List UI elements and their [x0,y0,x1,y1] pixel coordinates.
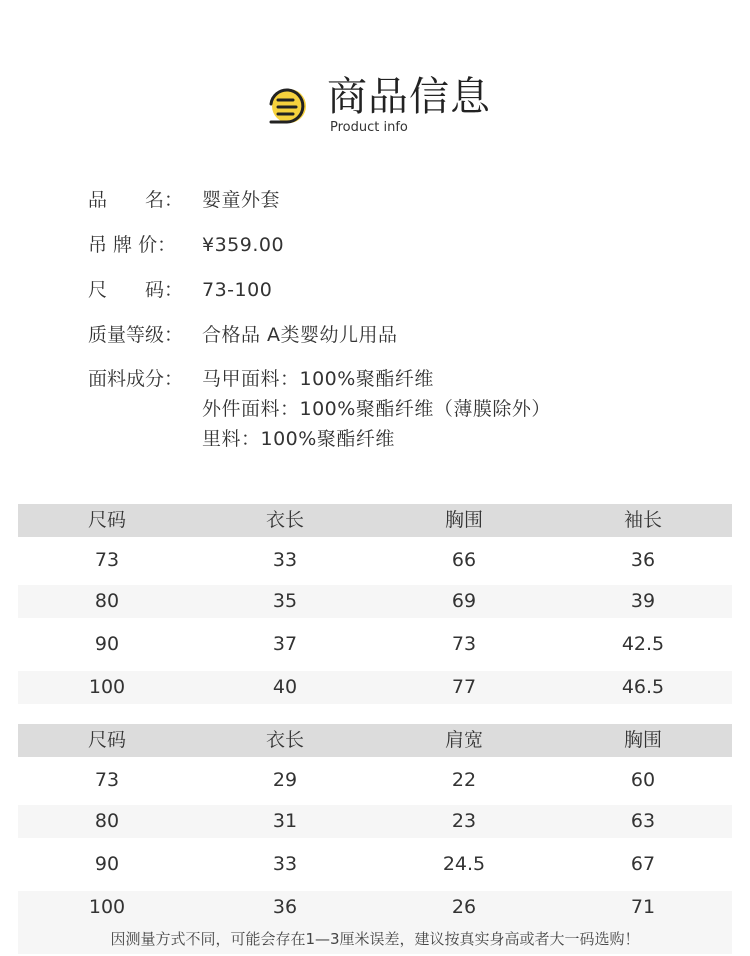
table-header-row [18,504,732,537]
measurement-note: 因测量方式不同，可能会存在1—3厘米误差，建议按真实身高或者大一码选购！ [18,924,732,954]
info-value: ¥359.00 [202,234,285,256]
info-label: 吊 牌 价： [88,234,177,256]
document-lines-icon [263,84,311,132]
section-header [263,74,503,140]
info-value: 合格品 A类婴幼儿用品 [202,324,398,346]
table-header-row [18,724,732,757]
table-row [18,848,732,881]
table-header-cell: 衣长 [265,509,304,531]
table-cell: 60 [630,769,656,791]
table-row [18,764,732,797]
table-header-cell: 尺码 [87,509,126,531]
table-cell: 69 [451,590,477,612]
table-cell: 80 [94,810,120,832]
table-cell: 73 [94,769,120,791]
table-cell: 36 [630,549,656,571]
table-cell: 100 [88,896,126,918]
table-cell: 33 [272,853,298,875]
table-header-cell: 衣长 [265,729,304,751]
table-cell: 23 [451,810,477,832]
table-cell: 37 [272,633,298,655]
table-cell: 29 [272,769,298,791]
fabric-line: 马甲面料：100%聚酯纤维 [202,368,434,390]
table-cell: 67 [630,853,656,875]
page-subtitle: Product info [330,120,408,135]
table-cell: 66 [451,549,477,571]
table-header-cell: 胸围 [444,509,483,531]
table-header-cell: 尺码 [87,729,126,751]
table-cell: 39 [630,590,656,612]
info-label: 质量等级： [88,324,184,346]
table-row [18,805,732,838]
table-cell: 46.5 [621,676,665,698]
table-header-cell: 袖长 [623,509,662,531]
table-cell: 33 [272,549,298,571]
table-row [18,544,732,577]
table-cell: 73 [94,549,120,571]
info-label: 面料成分： [88,368,184,390]
table-cell: 35 [272,590,298,612]
table-cell: 100 [88,676,126,698]
table-cell: 24.5 [442,853,486,875]
table-cell: 71 [630,896,656,918]
table-cell: 26 [451,896,477,918]
page-title: 商品信息 [327,74,491,120]
table-cell: 90 [94,853,120,875]
table-cell: 31 [272,810,298,832]
table-cell: 40 [272,676,298,698]
table-cell: 63 [630,810,656,832]
info-value [202,364,551,454]
table-cell: 36 [272,896,298,918]
table-header-cell: 胸围 [623,729,662,751]
table-cell: 77 [451,676,477,698]
info-value: 婴童外套 [202,189,281,211]
info-value: 73-100 [202,279,273,301]
fabric-line: 里料：100%聚酯纤维 [202,428,395,450]
table-cell: 42.5 [621,633,665,655]
table-row [18,585,732,618]
table-cell: 80 [94,590,120,612]
table-header-cell: 肩宽 [444,729,483,751]
table-row [18,671,732,704]
table-row [18,891,732,924]
table-row [18,628,732,661]
table-cell: 73 [451,633,477,655]
table-cell: 22 [451,769,477,791]
info-label: 品 名： [88,189,184,211]
table-cell: 90 [94,633,120,655]
fabric-line: 外件面料：100%聚酯纤维（薄膜除外） [202,398,551,420]
info-label: 尺 码： [88,279,184,301]
